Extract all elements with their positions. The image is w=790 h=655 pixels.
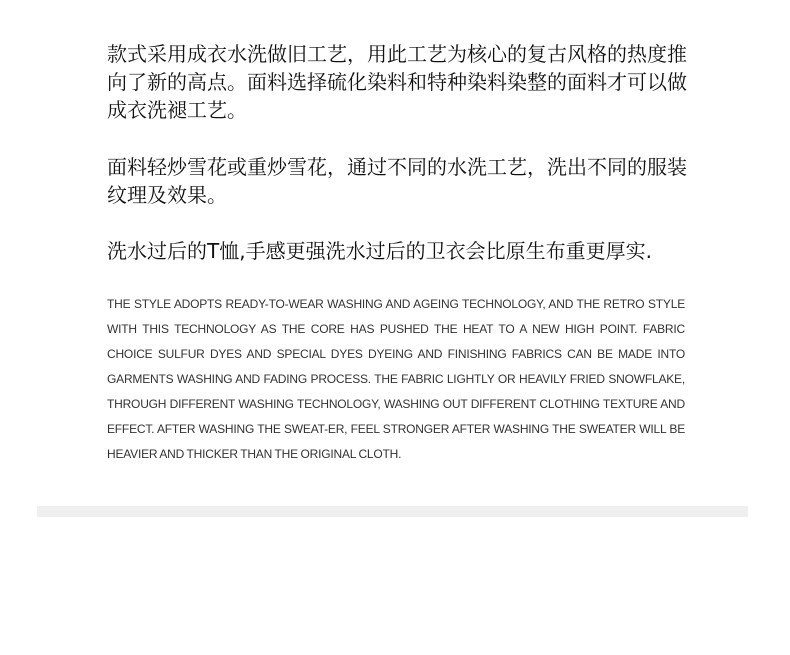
section-divider [37,506,748,517]
description-paragraph-cn-3: 洗水过后的T恤,手感更强洗水过后的卫衣会比原生布重更厚实. [107,239,652,263]
description-paragraph-cn-1: 款式采用成衣水洗做旧工艺，用此工艺为核心的复古风格的热度推向了新的高点。面料选择硫化染料和特种染料染整的面料才可以做成衣洗褪工艺。 [107,42,687,122]
description-paragraph-en: THE STYLE ADOPTS READY-TO-WEAR WASHING AND AGEING TECHNOLOGY, AND THE RETRO STYLE WITH THIS TECHNOLOGY AS THE CORE HAS PUSHED THE HEAT TO A NEW HIGH POINT. FABRIC CHOICE SULFUR DYES AND SPECIAL DYES DYEING AND FINISHING FABRICS CAN BE MADE INTO GARMENTS WASHING AND FADING PROCESS. THE FABRIC LIGHTLY OR HEAVILY FRIED SNOWFLAKE, THROUGH DIFFERENT WASHING TECHNOLOGY, WASHING OUT DIFFERENT CLOTHING TEXTURE AND EFFECT. AFTER WASHING THE SWEAT-ER, FEEL STRONGER AFTER WASHING THE SWEATER WILL BE HEAVIER AND THICKER THAN THE ORIGINAL CLOTH. [107,297,685,461]
description-paragraph-cn-2: 面料轻炒雪花或重炒雪花，通过不同的水洗工艺，洗出不同的服装纹理及效果。 [107,155,687,207]
